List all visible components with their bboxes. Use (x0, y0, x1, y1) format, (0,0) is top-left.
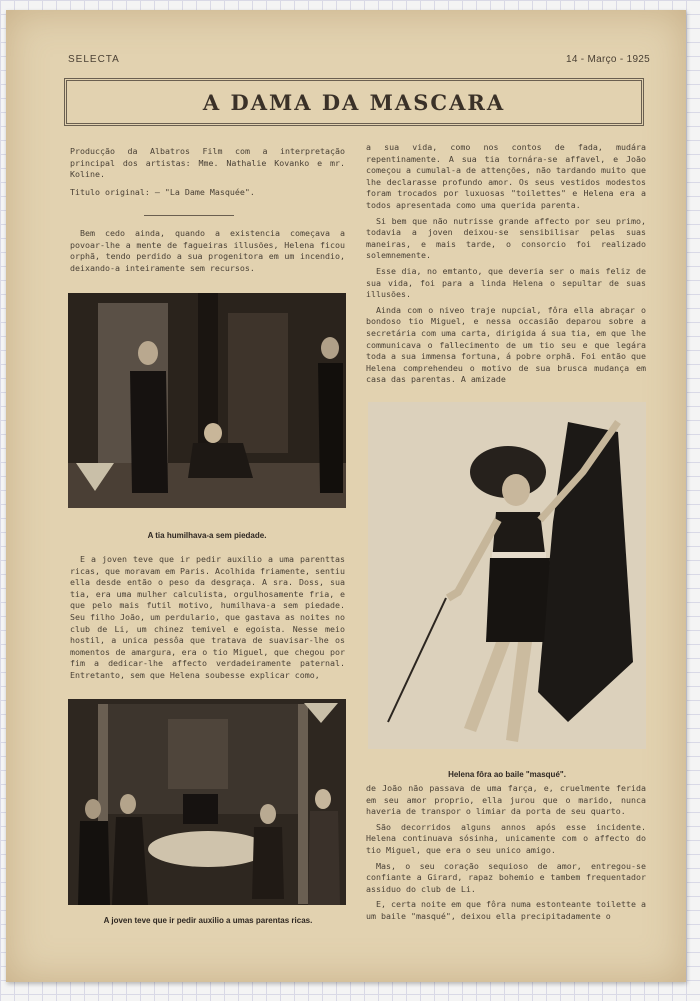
credits-paragraph: Producção da Albatros Film com a interpretação principal dos artistas: Mme. Nathalie Kovanko e mr. Koline. (70, 146, 345, 180)
left-column-opening (70, 228, 345, 274)
photo-masked-ball (368, 402, 646, 749)
paragraph-letter: Ainda com o niveo traje nupcial, fôra ella abraçar o bondoso tio Miguel, e nessa occasião deparou sobre a secretária com uma carta, dirigida á sua tia, em que lhe communicava o fallecimento de um tio seu e que legára toda a sua immensa fortuna, á pobre orphã. Foi então que Helena comprehendeu o motivo de sua brusca mudança em casa das parentas. A amizade (366, 304, 646, 385)
caption-photo1: A tia humilhava-a sem piedade. (147, 531, 267, 540)
paragraph-change: a sua vida, como nos contos de fada, mudára repentinamente. A sua tia tornára-se affavel, e João começou a cumulal-a de attenções, não tardando muito que lhe declarasse profundo amor. Os seus vestidos modestos foram trocados por luxuosas "toilettes" e Helena era a todos apresentada como uma querida parenta. (366, 142, 646, 210)
original-title: Titulo original: — "La Dame Masquée". (70, 186, 255, 197)
paragraph-marriage: Si bem que não nutrisse grande affecto por seu primo, todavia a joven deixou-se sensibilisar pelas suas maneiras, e mais tarde, o consorcio foi realizado solemnemente. (366, 215, 646, 261)
paragraph-relatives: E a joven teve que ir pedir auxilio a uma parenttas ricas, que moravam em Paris. Acolhida friamente, sentiu ella desde então o peso da desgraça. A sra. Doss, sua tia, era uma mulher calculista, orgulhosamente fria, e que pelo mais futil motivo, humilhava-a sem piedade. Seu filho João, um perdulario, que gastava as noites no club de Li, um chinez temivel e egoista. Nesse meio hostil, a unica pessôa que tratava de suavisar-lhe os momentos de amargura, era o tio Miguel, que chegou por fim a dedicar-lhe affecto verdadeiramente paternal. Entretanto, sem que Helena soubesse explicar como, (70, 554, 345, 680)
paragraph-years-later: São decorridos alguns annos após esse incidente. Helena continuava sósinha, unicamente com o affecto do tio Miguel, que era o seu unico amigo. (366, 821, 646, 855)
right-column-bottom (366, 783, 646, 923)
article-title-box (64, 78, 644, 126)
paragraph-farce: de João não passava de uma farça, e, cruelmente ferida em seu amor proprio, ella jurou que o marido, nunca haveria de transpor o limiar da porta de seu quarto. (366, 783, 646, 817)
paragraph-opening: Bem cedo ainda, quando a existencia começava a povoar-lhe a mente de fagueiras illusões, Helena ficou orphã, tendo perdido a sua progenitora em um incendio, deixando-a inteiramente sem recursos. (70, 228, 345, 273)
right-column-top (366, 142, 646, 386)
caption-photo2: A joven teve que ir pedir auxilio a umas parentas ricas. (103, 916, 313, 925)
paragraph-masked-ball: E, certa noite em que fôra numa estonteante toilette a um baile "masqué", deixou ella precipitadamente o (366, 899, 646, 921)
magazine-name: SELECTA (68, 54, 120, 65)
issue-date: 14 - Março - 1925 (566, 54, 651, 65)
article-title: A DAMA DA MASCARA (202, 89, 506, 115)
left-column-middle (70, 554, 345, 682)
photo-aunt-humiliates (68, 293, 346, 508)
photo-rich-relatives (68, 699, 346, 905)
paragraph-wedding-day: Esse dia, no emtanto, que deveria ser o mais feliz de sua vida, foi para a linda Helena o sepultar de suas illusões. (366, 265, 646, 300)
paragraph-girard: Mas, o seu coração sequioso de amor, entregou-se confiante a Girard, rapaz bohemio e tambem frequentador assiduo do club de Li. (366, 860, 646, 894)
left-column-top (70, 146, 345, 198)
magazine-page (6, 10, 686, 982)
caption-photo3: Helena fôra ao baile "masqué". (448, 770, 566, 779)
divider-rule (144, 215, 234, 216)
